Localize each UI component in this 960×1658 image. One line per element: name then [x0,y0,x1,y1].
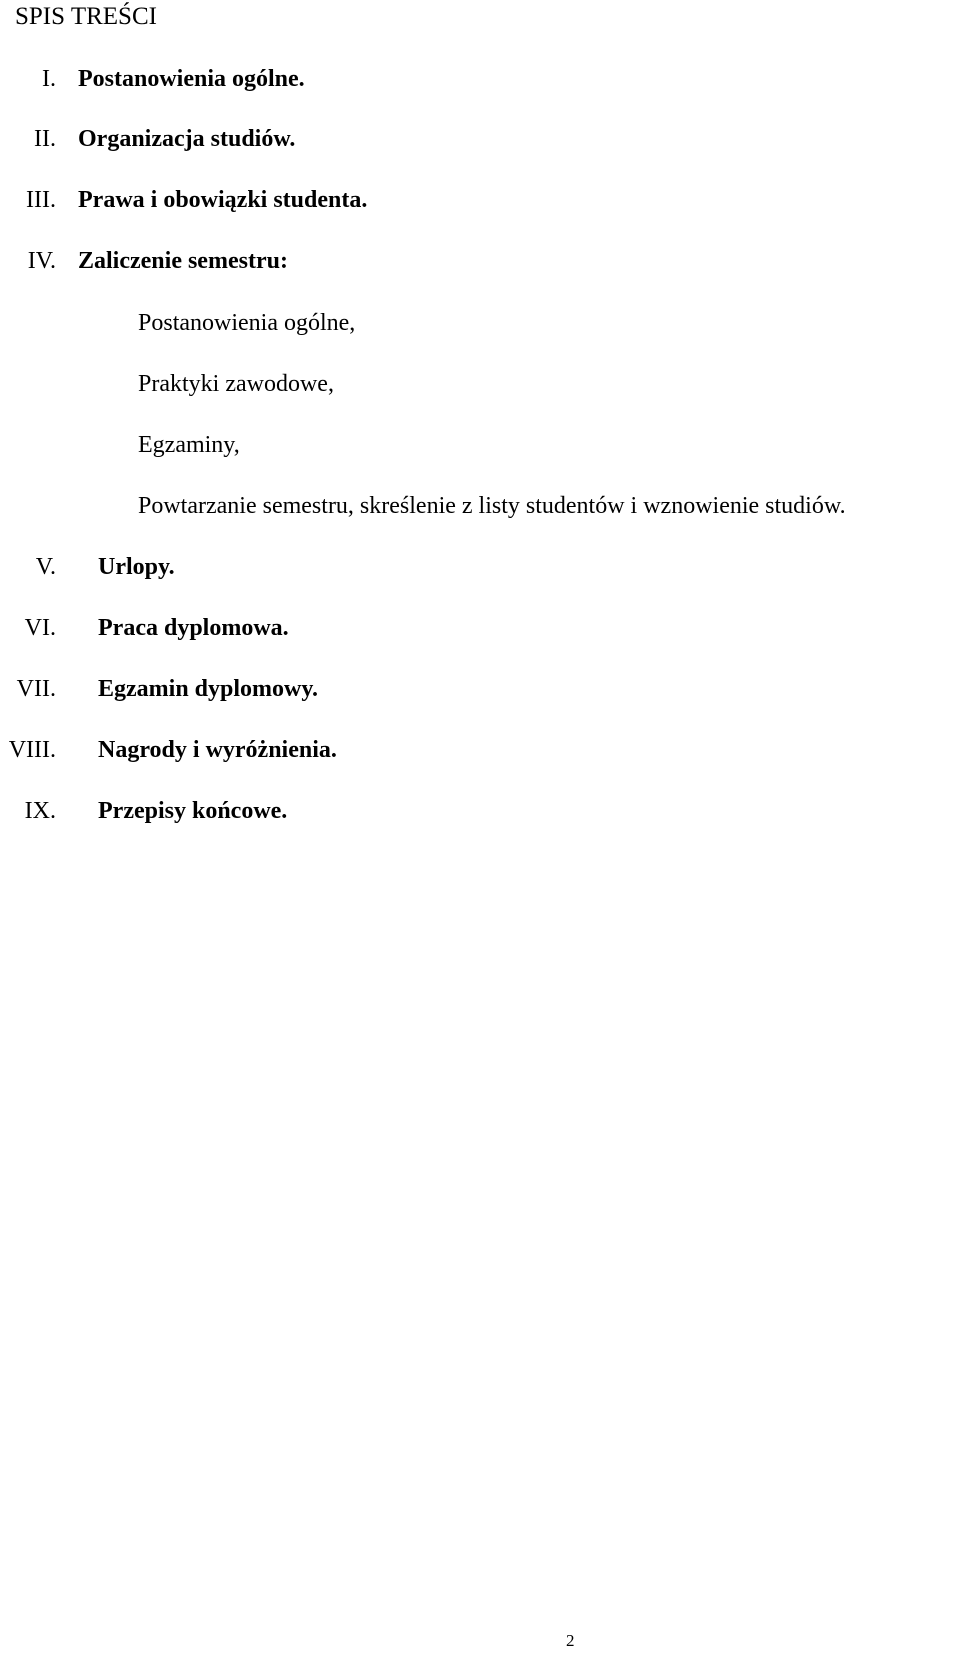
toc-entry-number: VII. [16,676,56,702]
toc-entry-number: V. [35,554,56,580]
toc-entry-label: Nagrody i wyróżnienia. [98,737,337,763]
toc-subentry: Praktyki zawodowe, [138,371,334,397]
page-number-value: 2 [566,1631,575,1650]
toc-subentry: Postanowienia ogólne, [138,310,356,336]
toc-entry-number: VIII. [8,737,56,763]
toc-entry-number: II. [34,126,56,152]
toc-subentry: Powtarzanie semestru, skreślenie z listy studentów i wznowienie studiów. [138,493,846,519]
toc-entry-number: I. [42,66,56,92]
toc-entry-label: Przepisy końcowe. [98,798,288,824]
toc-entry-label: Urlopy. [98,554,175,580]
page-title: SPIS TREŚCI [15,3,157,30]
toc-entry-label: Praca dyplomowa. [98,615,289,641]
toc-entry-label: Prawa i obowiązki studenta. [78,187,368,213]
toc-entry-number: IV. [27,248,56,274]
toc-subentry: Egzaminy, [138,432,240,458]
toc-entry-label: Egzamin dyplomowy. [98,676,319,702]
toc-entry-number: VI. [24,615,56,641]
toc-entry-label: Organizacja studiów. [78,126,296,152]
toc-entry-number: IX. [24,798,56,824]
toc-entry-number: III. [26,187,56,213]
toc-entry-label: Postanowienia ogólne. [78,66,305,92]
toc-entry-label: Zaliczenie semestru: [78,248,288,274]
